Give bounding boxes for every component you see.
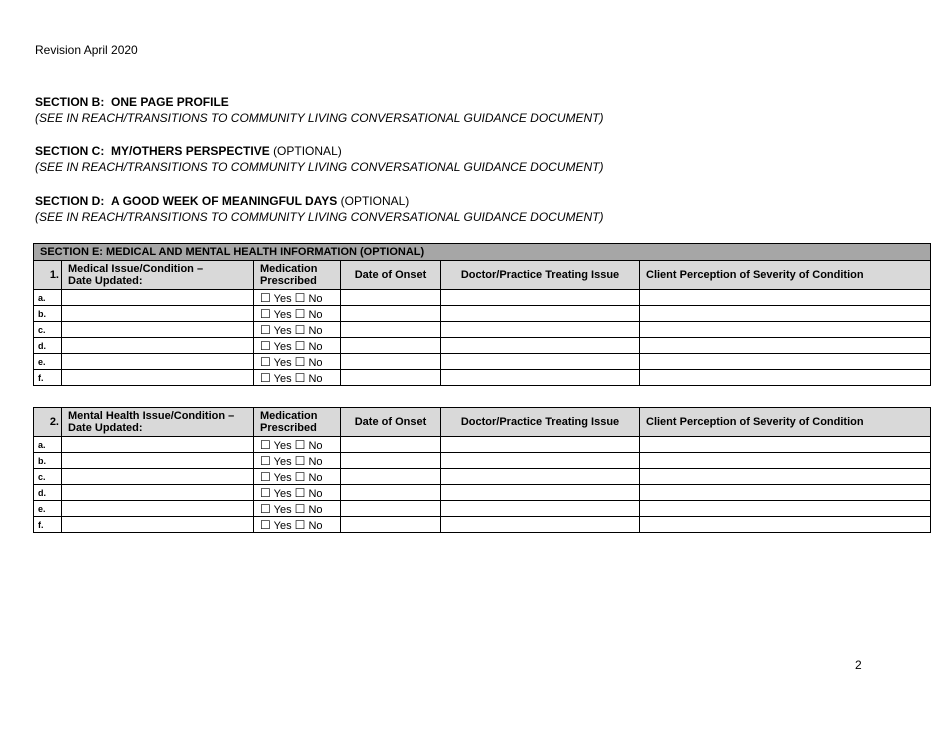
medical-issues-rows bbox=[34, 290, 931, 386]
row-letter: a. bbox=[34, 437, 62, 453]
perception-cell[interactable] bbox=[640, 354, 931, 370]
issue-cell[interactable] bbox=[62, 354, 254, 370]
date-of-onset-cell[interactable] bbox=[341, 517, 441, 533]
doctor-cell[interactable] bbox=[441, 322, 640, 338]
date-of-onset-cell[interactable] bbox=[341, 501, 441, 517]
no-label: No bbox=[308, 471, 323, 484]
no-checkbox[interactable]: ☐ bbox=[294, 501, 306, 516]
table-row bbox=[34, 338, 931, 354]
table-row bbox=[34, 437, 931, 453]
medication-header bbox=[254, 408, 341, 437]
doctor-cell[interactable] bbox=[441, 338, 640, 354]
medication-header-label: Medication bbox=[260, 263, 318, 275]
doctor-cell[interactable] bbox=[441, 453, 640, 469]
medication-checkbox-cell bbox=[254, 306, 341, 322]
perception-cell[interactable] bbox=[640, 501, 931, 517]
doctor-cell[interactable] bbox=[441, 290, 640, 306]
perception-cell[interactable] bbox=[640, 290, 931, 306]
doctor-cell[interactable] bbox=[441, 437, 640, 453]
perception-cell[interactable] bbox=[640, 469, 931, 485]
no-label: No bbox=[308, 372, 323, 385]
no-checkbox[interactable]: ☐ bbox=[294, 370, 306, 385]
date-of-onset-cell[interactable] bbox=[341, 485, 441, 501]
yes-checkbox[interactable]: ☐ bbox=[260, 290, 271, 305]
date-of-onset-cell[interactable] bbox=[341, 322, 441, 338]
section-d-heading: A GOOD WEEK OF MEANINGFUL DAYS bbox=[111, 194, 338, 208]
mental-health-issue-header bbox=[62, 408, 254, 437]
no-label: No bbox=[308, 455, 323, 468]
no-label: No bbox=[308, 503, 323, 516]
doctor-header: Doctor/Practice Treating Issue bbox=[441, 261, 640, 290]
perception-header: Client Perception of Severity of Condition bbox=[640, 408, 931, 437]
date-of-onset-cell[interactable] bbox=[341, 437, 441, 453]
no-checkbox[interactable]: ☐ bbox=[294, 469, 306, 484]
row-letter: c. bbox=[34, 469, 62, 485]
date-of-onset-cell[interactable] bbox=[341, 469, 441, 485]
medication-checkbox-cell bbox=[254, 290, 341, 306]
yes-label: Yes bbox=[273, 340, 292, 353]
date-updated-label: Date Updated: bbox=[68, 275, 143, 287]
row-letter: e. bbox=[34, 501, 62, 517]
section-b bbox=[35, 94, 604, 126]
yes-checkbox[interactable]: ☐ bbox=[260, 338, 271, 353]
medication-header bbox=[254, 261, 341, 290]
date-of-onset-cell[interactable] bbox=[341, 453, 441, 469]
table-row bbox=[34, 485, 931, 501]
yes-checkbox[interactable]: ☐ bbox=[260, 322, 271, 337]
no-label: No bbox=[308, 324, 323, 337]
date-of-onset-cell[interactable] bbox=[341, 290, 441, 306]
table2-number: 2. bbox=[34, 408, 62, 437]
yes-label: Yes bbox=[273, 455, 292, 468]
medication-checkbox-cell bbox=[254, 517, 341, 533]
no-checkbox[interactable]: ☐ bbox=[294, 354, 306, 369]
perception-cell[interactable] bbox=[640, 306, 931, 322]
section-b-note: (SEE IN REACH/TRANSITIONS TO COMMUNITY LIVING CONVERSATIONAL GUIDANCE DOCUMENT) bbox=[35, 111, 604, 125]
yes-checkbox[interactable]: ☐ bbox=[260, 469, 271, 484]
perception-cell[interactable] bbox=[640, 453, 931, 469]
table-row bbox=[34, 354, 931, 370]
perception-cell[interactable] bbox=[640, 338, 931, 354]
issue-cell[interactable] bbox=[62, 437, 254, 453]
row-letter: d. bbox=[34, 338, 62, 354]
yes-label: Yes bbox=[273, 324, 292, 337]
doctor-cell[interactable] bbox=[441, 370, 640, 386]
row-letter: a. bbox=[34, 290, 62, 306]
section-b-title: SECTION B: ONE PAGE PROFILE bbox=[35, 95, 229, 109]
section-c-title: SECTION C: MY/OTHERS PERSPECTIVE (OPTIONAL) bbox=[35, 144, 342, 158]
yes-label: Yes bbox=[273, 519, 292, 532]
mental-health-issue-header-label: Mental Health Issue/Condition – bbox=[68, 410, 235, 422]
medication-header-label: Medication bbox=[260, 410, 318, 422]
issue-cell[interactable] bbox=[62, 290, 254, 306]
no-checkbox[interactable]: ☐ bbox=[294, 306, 306, 321]
yes-checkbox[interactable]: ☐ bbox=[260, 354, 271, 369]
no-label: No bbox=[308, 292, 323, 305]
doctor-cell[interactable] bbox=[441, 517, 640, 533]
issue-cell[interactable] bbox=[62, 517, 254, 533]
yes-label: Yes bbox=[273, 487, 292, 500]
doctor-cell[interactable] bbox=[441, 306, 640, 322]
medication-checkbox-cell bbox=[254, 370, 341, 386]
no-checkbox[interactable]: ☐ bbox=[294, 322, 306, 337]
yes-label: Yes bbox=[273, 503, 292, 516]
no-checkbox[interactable]: ☐ bbox=[294, 290, 306, 305]
issue-cell[interactable] bbox=[62, 485, 254, 501]
yes-checkbox[interactable]: ☐ bbox=[260, 501, 271, 516]
doctor-cell[interactable] bbox=[441, 501, 640, 517]
yes-checkbox[interactable]: ☐ bbox=[260, 306, 271, 321]
section-d bbox=[35, 193, 604, 225]
section-d-label: SECTION D bbox=[35, 194, 101, 208]
yes-checkbox[interactable]: ☐ bbox=[260, 485, 271, 500]
no-label: No bbox=[308, 308, 323, 321]
section-d-optional: (OPTIONAL) bbox=[340, 194, 410, 208]
table-row bbox=[34, 370, 931, 386]
table-row bbox=[34, 322, 931, 338]
issue-cell[interactable] bbox=[62, 370, 254, 386]
yes-checkbox[interactable]: ☐ bbox=[260, 437, 271, 452]
doctor-header: Doctor/Practice Treating Issue bbox=[441, 408, 640, 437]
issue-cell[interactable] bbox=[62, 469, 254, 485]
medication-checkbox-cell bbox=[254, 485, 341, 501]
issue-cell[interactable] bbox=[62, 338, 254, 354]
section-c-optional: (OPTIONAL) bbox=[273, 144, 342, 158]
perception-cell[interactable] bbox=[640, 517, 931, 533]
row-letter: d. bbox=[34, 485, 62, 501]
table-row bbox=[34, 453, 931, 469]
yes-label: Yes bbox=[273, 471, 292, 484]
doctor-cell[interactable] bbox=[441, 354, 640, 370]
issue-cell[interactable] bbox=[62, 501, 254, 517]
issue-cell[interactable] bbox=[62, 322, 254, 338]
section-c-heading: MY/OTHERS PERSPECTIVE bbox=[111, 144, 270, 158]
yes-label: Yes bbox=[273, 356, 292, 369]
no-checkbox[interactable]: ☐ bbox=[294, 517, 306, 532]
yes-checkbox[interactable]: ☐ bbox=[260, 453, 271, 468]
date-of-onset-cell[interactable] bbox=[341, 306, 441, 322]
date-of-onset-header: Date of Onset bbox=[341, 261, 441, 290]
date-updated-label: Date Updated: bbox=[68, 422, 143, 434]
medical-issue-header bbox=[62, 261, 254, 290]
yes-label: Yes bbox=[273, 292, 292, 305]
table-row bbox=[34, 517, 931, 533]
section-b-label: SECTION B bbox=[35, 95, 101, 109]
medication-checkbox-cell bbox=[254, 354, 341, 370]
no-label: No bbox=[308, 340, 323, 353]
yes-checkbox[interactable]: ☐ bbox=[260, 517, 271, 532]
date-of-onset-cell[interactable] bbox=[341, 354, 441, 370]
mental-health-issues-table bbox=[33, 407, 931, 533]
table-row bbox=[34, 306, 931, 322]
section-c-note: (SEE IN REACH/TRANSITIONS TO COMMUNITY LIVING CONVERSATIONAL GUIDANCE DOCUMENT) bbox=[35, 160, 604, 174]
yes-checkbox[interactable]: ☐ bbox=[260, 370, 271, 385]
mental-health-issues-rows bbox=[34, 437, 931, 533]
table-row bbox=[34, 469, 931, 485]
no-checkbox[interactable]: ☐ bbox=[294, 453, 306, 468]
medication-checkbox-cell bbox=[254, 453, 341, 469]
page-number: 2 bbox=[855, 658, 862, 672]
yes-label: Yes bbox=[273, 308, 292, 321]
medication-checkbox-cell bbox=[254, 501, 341, 517]
section-c-label: SECTION C bbox=[35, 144, 101, 158]
medication-checkbox-cell bbox=[254, 469, 341, 485]
no-label: No bbox=[308, 487, 323, 500]
yes-label: Yes bbox=[273, 439, 292, 452]
row-letter: e. bbox=[34, 354, 62, 370]
section-d-title: SECTION D: A GOOD WEEK OF MEANINGFUL DAYS (OPTIONAL) bbox=[35, 194, 410, 208]
row-letter: f. bbox=[34, 370, 62, 386]
medication-checkbox-cell bbox=[254, 322, 341, 338]
perception-cell[interactable] bbox=[640, 437, 931, 453]
table-row bbox=[34, 290, 931, 306]
doctor-cell[interactable] bbox=[441, 469, 640, 485]
prescribed-header-label: Prescribed bbox=[260, 422, 317, 434]
no-label: No bbox=[308, 356, 323, 369]
revision-date: Revision April 2020 bbox=[35, 43, 138, 57]
no-checkbox[interactable]: ☐ bbox=[294, 338, 306, 353]
row-letter: b. bbox=[34, 453, 62, 469]
no-label: No bbox=[308, 519, 323, 532]
section-e-banner: SECTION E: MEDICAL AND MENTAL HEALTH INFORMATION (OPTIONAL) bbox=[34, 244, 931, 261]
date-of-onset-header: Date of Onset bbox=[341, 408, 441, 437]
yes-label: Yes bbox=[273, 372, 292, 385]
perception-header: Client Perception of Severity of Condition bbox=[640, 261, 931, 290]
table-row bbox=[34, 501, 931, 517]
section-b-heading: ONE PAGE PROFILE bbox=[111, 95, 229, 109]
no-checkbox[interactable]: ☐ bbox=[294, 437, 306, 452]
medical-issues-table bbox=[33, 243, 931, 386]
medical-issue-header-label: Medical Issue/Condition – bbox=[68, 263, 204, 275]
section-d-note: (SEE IN REACH/TRANSITIONS TO COMMUNITY LIVING CONVERSATIONAL GUIDANCE DOCUMENT) bbox=[35, 210, 604, 224]
row-letter: b. bbox=[34, 306, 62, 322]
perception-cell[interactable] bbox=[640, 322, 931, 338]
no-label: No bbox=[308, 439, 323, 452]
date-of-onset-cell[interactable] bbox=[341, 338, 441, 354]
perception-cell[interactable] bbox=[640, 370, 931, 386]
issue-cell[interactable] bbox=[62, 453, 254, 469]
medication-checkbox-cell bbox=[254, 437, 341, 453]
date-of-onset-cell[interactable] bbox=[341, 370, 441, 386]
row-letter: c. bbox=[34, 322, 62, 338]
medication-checkbox-cell bbox=[254, 338, 341, 354]
perception-cell[interactable] bbox=[640, 485, 931, 501]
doctor-cell[interactable] bbox=[441, 485, 640, 501]
prescribed-header-label: Prescribed bbox=[260, 275, 317, 287]
row-letter: f. bbox=[34, 517, 62, 533]
section-c bbox=[35, 143, 604, 175]
issue-cell[interactable] bbox=[62, 306, 254, 322]
no-checkbox[interactable]: ☐ bbox=[294, 485, 306, 500]
table1-number: 1. bbox=[34, 261, 62, 290]
